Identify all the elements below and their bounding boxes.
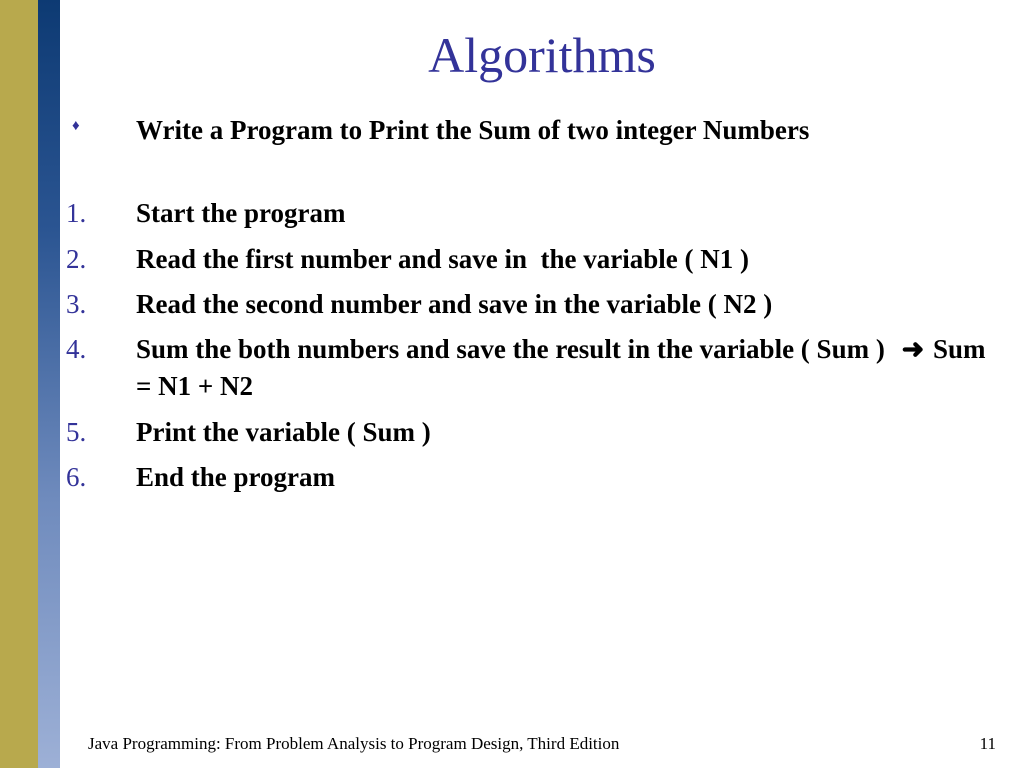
step-text-container [136,331,1006,406]
left-gold-stripe [0,0,38,768]
step-text: Start the program [136,198,346,229]
slide-title: Algorithms [428,27,656,83]
step-number: 2. [66,243,87,274]
right-arrow-icon: ➜ [901,334,925,364]
step-item-5 [60,414,1010,451]
diamond-bullet-icon: ♦ [72,118,80,134]
step-number: 4. [66,334,87,364]
step-item-4 [60,331,1010,406]
step-text: Read the second number and save in the variable ( N2 ) [136,288,773,319]
footer-text: Java Programming: From Problem Analysis to Program Design, Third Edition [88,734,620,753]
bullet-text: Write a Program to Print the Sum of two integer Numbers [136,115,810,145]
left-blue-stripe [38,0,60,768]
step-number: 1. [66,198,87,229]
page-number: 11 [979,734,996,753]
step-item-1 [60,195,1010,232]
step-item-3 [60,286,1010,323]
bullet-item [60,112,1010,149]
step-number: 6. [66,461,87,492]
step-number: 5. [66,416,87,447]
step-text: Sum the both numbers and save the result in the variable ( Sum ) [136,334,885,364]
step-text: Read the first number and save in the variable ( N1 ) [136,243,749,274]
step-text: Print the variable ( Sum ) [136,416,431,447]
step-formula: Sum = N1 + N2 [136,334,986,402]
slide-content [60,112,1010,504]
step-item-6 [60,459,1010,496]
step-item-2 [60,241,1010,278]
step-text: End the program [136,461,336,492]
step-number: 3. [66,288,87,319]
